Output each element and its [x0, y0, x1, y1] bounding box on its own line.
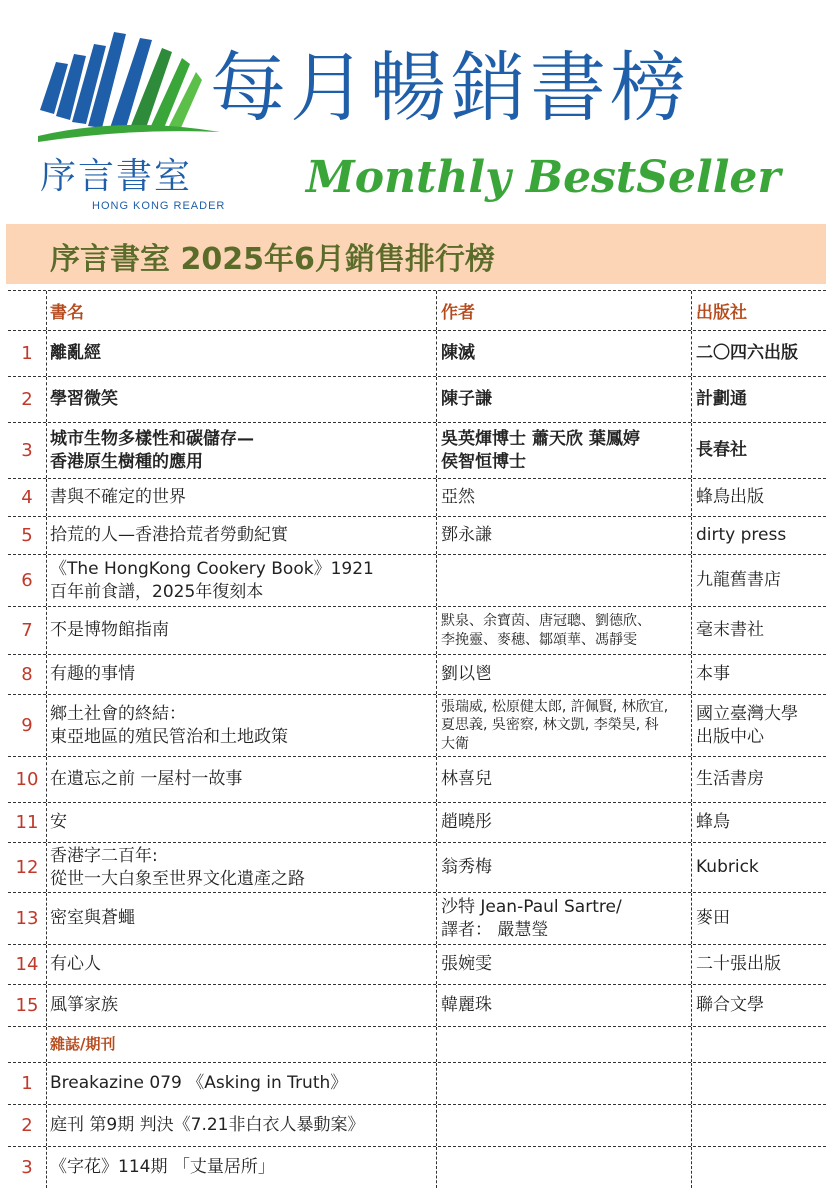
table-header-row	[8, 290, 826, 330]
publisher-cell-text: 長春社	[696, 440, 747, 461]
publisher-cell-text: 毫末書社	[696, 620, 764, 641]
author-cell-text: 翁秀梅	[441, 857, 492, 878]
publisher-cell-text: 二十張出版	[696, 954, 781, 975]
rank-cell	[8, 607, 46, 654]
book-title-cell-text: 在遺忘之前 一屋村一故事	[50, 769, 243, 790]
book-title-cell	[46, 843, 436, 892]
rank-cell	[8, 757, 46, 802]
publisher-cell-text: 麥田	[696, 908, 730, 929]
table-row	[8, 944, 826, 984]
book-title-cell-text: 安	[50, 812, 67, 833]
book-title-cell-text: 鄉土社會的終結： 東亞地區的殖民管治和土地政策	[50, 704, 288, 747]
publisher-column-header: 出版社	[691, 291, 826, 330]
rank-cell-text: 3	[21, 439, 33, 461]
publisher-cell	[691, 945, 826, 984]
table-row	[8, 554, 826, 606]
magazine-title-cell-text: Breakazine 079 《Asking in Truth》	[50, 1073, 348, 1094]
table-row	[8, 516, 826, 554]
book-title-cell	[46, 945, 436, 984]
publisher-cell	[691, 479, 826, 516]
author-cell-text: 吳英煇博士 蕭天欣 葉鳳婷 侯智恒博士	[441, 429, 640, 472]
rank-cell	[8, 1105, 46, 1146]
rank-cell-text: 5	[21, 524, 33, 546]
author-cell-text: 陳子謙	[441, 389, 492, 410]
rank-cell-text: 10	[15, 768, 39, 790]
magazine-row	[8, 1146, 826, 1188]
publisher-cell	[691, 893, 826, 944]
magazine-section-title-text: 雜誌/期刊	[50, 1034, 116, 1053]
rank-cell	[8, 1147, 46, 1188]
rank-cell-text: 13	[15, 907, 39, 929]
book-title-cell-text: 密室與蒼蠅	[50, 908, 135, 929]
table-row	[8, 606, 826, 654]
publisher-cell	[691, 331, 826, 376]
book-title-cell-text: 學習微笑	[50, 389, 118, 410]
book-title-cell	[46, 757, 436, 802]
publisher-cell	[691, 985, 826, 1026]
rank-cell	[8, 555, 46, 606]
book-title-cell-text: 書與不確定的世界	[50, 487, 186, 508]
magazine-section-title	[46, 1027, 436, 1062]
logo-chinese-name: 序言書室	[40, 156, 193, 197]
book-title-cell-text: 拾荒的人—香港拾荒者勞動紀實	[50, 525, 288, 546]
rank-cell	[8, 945, 46, 984]
rank-cell	[8, 695, 46, 756]
ranking-banner	[6, 224, 826, 284]
book-title-cell	[46, 803, 436, 842]
publisher-cell	[691, 1147, 826, 1188]
publisher-cell-text: 二〇四六出版	[696, 343, 798, 364]
table-row	[8, 376, 826, 422]
author-cell-text: 趙曉彤	[441, 812, 492, 833]
page-title-english: Monthly BestSeller	[306, 152, 781, 203]
rank-cell	[8, 423, 46, 478]
author-column-header: 作者	[436, 291, 691, 330]
author-cell	[436, 1027, 691, 1062]
rank-cell	[8, 331, 46, 376]
rank-cell-text: 3	[21, 1156, 33, 1178]
author-cell-text: 沙特 Jean-Paul Sartre/ 譯者： 嚴慧瑩	[441, 897, 622, 940]
book-title-cell	[46, 517, 436, 554]
magazine-title-cell	[46, 1147, 436, 1188]
publisher-cell-text: 蜂鳥出版	[696, 487, 764, 508]
rank-cell	[8, 655, 46, 694]
book-title-cell	[46, 893, 436, 944]
rank-cell	[8, 517, 46, 554]
rank-cell-text: 4	[21, 486, 33, 508]
author-cell	[436, 655, 691, 694]
title-column-header: 書名	[46, 291, 436, 330]
publisher-cell-text: 蜂鳥	[696, 812, 730, 833]
table-row	[8, 842, 826, 892]
publisher-cell-text: Kubrick	[696, 857, 759, 878]
publisher-cell	[691, 843, 826, 892]
book-title-cell-text: 《The HongKong Cookery Book》1921 百年前食譜，2025年復刻本	[50, 559, 374, 602]
book-title-cell-text: 風箏家族	[50, 995, 118, 1016]
rank-cell-text: 12	[15, 856, 39, 878]
rank-cell-text: 15	[15, 994, 39, 1016]
rank-cell-text: 8	[21, 663, 33, 685]
author-cell	[436, 893, 691, 944]
author-cell	[436, 377, 691, 422]
rank-header	[8, 291, 46, 330]
magazine-row	[8, 1104, 826, 1146]
rank-cell-text: 11	[15, 811, 39, 833]
banner-title: 序言書室 2025年6月銷售排行榜	[50, 242, 495, 277]
publisher-cell	[691, 423, 826, 478]
publisher-cell	[691, 757, 826, 802]
rank-cell	[8, 479, 46, 516]
table-row	[8, 330, 826, 376]
rank-cell-text: 2	[21, 388, 33, 410]
publisher-cell-text: dirty press	[696, 525, 787, 546]
author-cell	[436, 479, 691, 516]
author-cell	[436, 423, 691, 478]
author-cell	[436, 695, 691, 756]
author-cell	[436, 607, 691, 654]
publisher-cell	[691, 655, 826, 694]
publisher-cell-text: 九龍舊書店	[696, 570, 781, 591]
book-title-cell	[46, 479, 436, 516]
book-title-cell-text: 離亂經	[50, 343, 101, 364]
author-cell-text: 林喜兒	[441, 769, 492, 790]
rank-cell	[8, 843, 46, 892]
rank-cell	[8, 1063, 46, 1104]
author-cell	[436, 1105, 691, 1146]
magazine-section-header-row	[8, 1026, 826, 1062]
rank-cell	[8, 377, 46, 422]
rank-cell-text: 1	[21, 342, 33, 364]
author-cell-text: 鄧永謙	[441, 525, 492, 546]
author-cell	[436, 843, 691, 892]
rank-cell-text: 7	[21, 619, 33, 641]
rank-cell-text: 14	[15, 953, 39, 975]
publisher-cell	[691, 1063, 826, 1104]
magazine-title-cell-text: 《字花》114期 「丈量居所」	[50, 1157, 275, 1178]
author-cell	[436, 1063, 691, 1104]
table-row	[8, 756, 826, 802]
author-cell	[436, 945, 691, 984]
table-row	[8, 984, 826, 1026]
table-row	[8, 654, 826, 694]
publisher-cell	[691, 377, 826, 422]
header	[0, 0, 833, 222]
rank-cell	[8, 803, 46, 842]
rank-cell	[8, 1027, 46, 1062]
book-title-cell-text: 有趣的事情	[50, 664, 135, 685]
author-cell-text: 亞然	[441, 487, 475, 508]
book-title-cell	[46, 607, 436, 654]
rank-cell-text: 2	[21, 1114, 33, 1136]
author-cell	[436, 1147, 691, 1188]
book-title-cell	[46, 377, 436, 422]
magazine-title-cell	[46, 1105, 436, 1146]
publisher-cell-text: 本事	[696, 664, 730, 685]
book-title-cell	[46, 655, 436, 694]
rank-cell	[8, 985, 46, 1026]
magazine-title-cell-text: 庭刊 第9期 判決《7.21非白衣人暴動案》	[50, 1115, 365, 1136]
rank-cell-text: 9	[21, 714, 33, 736]
author-cell-text: 韓麗珠	[441, 995, 492, 1016]
publisher-cell	[691, 1105, 826, 1146]
table-row	[8, 892, 826, 944]
author-cell-text: 默泉、余寶茵、唐冠聰、劉德欣、 李挽靈、麥穗、鄒頌華、馮靜雯	[441, 613, 651, 648]
table-row	[8, 802, 826, 842]
author-cell	[436, 985, 691, 1026]
book-title-cell	[46, 423, 436, 478]
author-cell	[436, 757, 691, 802]
logo-english-name: HONG KONG READER	[92, 200, 226, 212]
magazine-row	[8, 1062, 826, 1104]
book-title-cell-text: 有心人	[50, 954, 101, 975]
page-title-chinese: 每月暢銷書榜	[210, 43, 690, 132]
table-row	[8, 478, 826, 516]
rank-cell-text: 6	[21, 569, 33, 591]
publisher-cell	[691, 695, 826, 756]
book-title-cell-text: 城市生物多樣性和碳儲存— 香港原生樹種的應用	[50, 429, 254, 472]
book-title-cell-text: 不是博物館指南	[50, 620, 169, 641]
author-cell-text: 陳滅	[441, 343, 475, 364]
rank-cell-text: 1	[21, 1072, 33, 1094]
rank-cell	[8, 893, 46, 944]
author-cell-text: 張瑞威, 松原健太郎, 許佩賢, 林欣宜, 夏思義, 吳密察, 林文凱, 李榮昊, 科 大衛	[441, 699, 669, 752]
author-cell	[436, 803, 691, 842]
author-cell-text: 張婉雯	[441, 954, 492, 975]
book-title-cell	[46, 555, 436, 606]
publisher-cell	[691, 517, 826, 554]
publisher-cell	[691, 1027, 826, 1062]
magazine-title-cell	[46, 1063, 436, 1104]
author-cell-text: 劉以鬯	[441, 664, 492, 685]
author-cell	[436, 555, 691, 606]
book-title-cell	[46, 695, 436, 756]
publisher-cell-text: 計劃通	[696, 389, 747, 410]
publisher-cell-text: 國立臺灣大學 出版中心	[696, 704, 798, 747]
book-title-cell-text: 香港字二百年: 從世一大白象至世界文化遺產之路	[50, 846, 305, 889]
author-cell	[436, 331, 691, 376]
table-row	[8, 422, 826, 478]
author-cell	[436, 517, 691, 554]
publisher-cell	[691, 555, 826, 606]
book-title-cell	[46, 985, 436, 1026]
publisher-cell-text: 生活書房	[696, 769, 764, 790]
publisher-cell	[691, 803, 826, 842]
publisher-cell	[691, 607, 826, 654]
book-title-cell	[46, 331, 436, 376]
table-row	[8, 694, 826, 756]
publisher-cell-text: 聯合文學	[696, 995, 764, 1016]
